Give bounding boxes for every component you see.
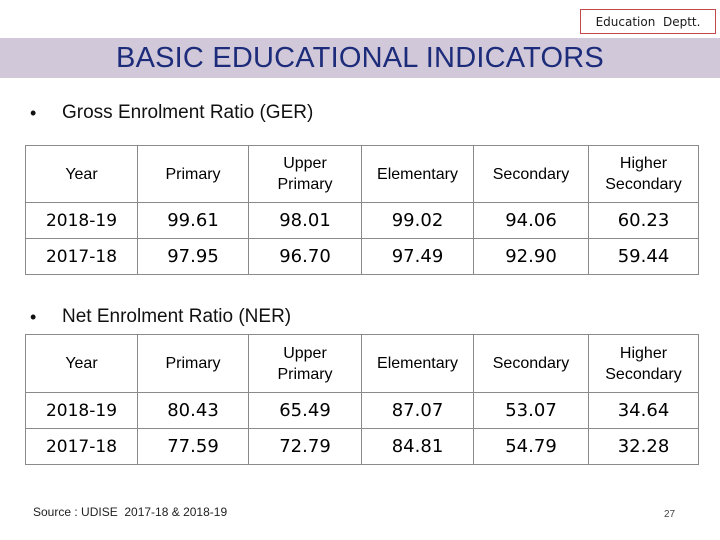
page-number: 27 <box>664 509 676 520</box>
department-label: Education Deptt. <box>580 9 716 34</box>
table-cell: 84.81 <box>362 429 474 465</box>
table-row <box>26 393 699 429</box>
table-cell: 80.43 <box>138 393 249 429</box>
column-header: Secondary <box>474 146 589 203</box>
column-header: Primary <box>138 146 249 203</box>
table-cell: 2018-19 <box>26 203 138 239</box>
table-cell: 2017-18 <box>26 429 138 465</box>
table-cell: 94.06 <box>474 203 589 239</box>
table-cell: 65.49 <box>249 393 362 429</box>
table-cell: 60.23 <box>589 203 699 239</box>
column-header: Secondary <box>474 335 589 393</box>
column-header: Upper Primary <box>249 335 362 393</box>
bullet-icon: • <box>30 102 37 123</box>
column-header: Elementary <box>362 146 474 203</box>
table-cell: 59.44 <box>589 239 699 275</box>
ger-table <box>25 145 699 275</box>
ner-heading-label: Net Enrolment Ratio (NER) <box>62 306 292 327</box>
ger-heading <box>30 102 313 124</box>
table-cell: 98.01 <box>249 203 362 239</box>
column-header: Higher Secondary <box>589 146 699 203</box>
table-cell: 53.07 <box>474 393 589 429</box>
table-cell: 87.07 <box>362 393 474 429</box>
column-header: Higher Secondary <box>589 335 699 393</box>
table-cell: 72.79 <box>249 429 362 465</box>
page-title: BASIC EDUCATIONAL INDICATORS <box>116 41 604 74</box>
column-header: Primary <box>138 335 249 393</box>
ner-heading <box>30 306 291 328</box>
table-row <box>26 203 699 239</box>
table-cell: 92.90 <box>474 239 589 275</box>
table-row <box>26 429 699 465</box>
bullet-icon: • <box>30 306 37 327</box>
table-cell: 32.28 <box>589 429 699 465</box>
table-cell: 97.49 <box>362 239 474 275</box>
table-cell: 2017-18 <box>26 239 138 275</box>
table-cell: 77.59 <box>138 429 249 465</box>
table-cell: 99.61 <box>138 203 249 239</box>
source-note: Source : UDISE 2017-18 & 2018-19 <box>33 505 228 519</box>
column-header: Upper Primary <box>249 146 362 203</box>
table-row <box>26 239 699 275</box>
table-cell: 99.02 <box>362 203 474 239</box>
column-header: Year <box>26 146 138 203</box>
column-header: Year <box>26 335 138 393</box>
table-cell: 96.70 <box>249 239 362 275</box>
table-cell: 54.79 <box>474 429 589 465</box>
table-header-row <box>26 335 699 393</box>
table-cell: 97.95 <box>138 239 249 275</box>
column-header: Elementary <box>362 335 474 393</box>
table-cell: 34.64 <box>589 393 699 429</box>
ner-table <box>25 334 699 465</box>
ger-heading-label: Gross Enrolment Ratio (GER) <box>62 102 314 123</box>
table-header-row <box>26 146 699 203</box>
table-cell: 2018-19 <box>26 393 138 429</box>
